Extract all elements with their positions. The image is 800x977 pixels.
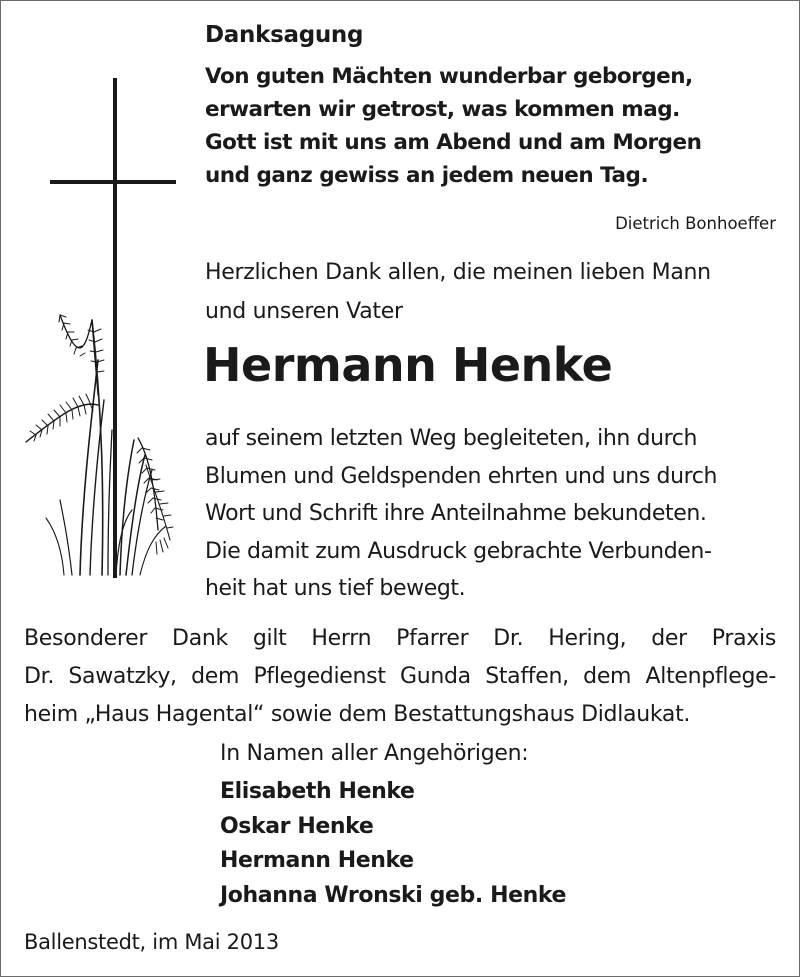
- relative-name: Johanna Wronski geb. Henke: [220, 882, 567, 908]
- body-line: heit hat uns tief bewegt.: [205, 576, 466, 601]
- poem-line: Gott ist mit uns am Abend und am Morgen: [205, 130, 702, 155]
- deceased-name: Hermann Henke: [203, 338, 613, 392]
- poem-line: Von guten Mächten wunderbar geborgen,: [205, 64, 693, 89]
- special-thanks: [24, 620, 776, 734]
- on-behalf-text: In Namen aller Angehörigen:: [220, 741, 529, 766]
- body-line: auf seinem letzten Weg begleiteten, ihn durch: [205, 426, 698, 451]
- intro-line: und unseren Vater: [205, 299, 403, 324]
- body-line: Wort und Schrift ihre Anteilnahme bekundeten.: [205, 501, 707, 526]
- poem-line: erwarten wir getrost, was kommen mag.: [205, 97, 680, 122]
- thanks-line: Besonderer Dank gilt Herrn Pfarrer Dr. Hering, der Praxis: [24, 626, 776, 651]
- relative-name: Elisabeth Henke: [220, 779, 415, 804]
- relatives-names: [220, 775, 566, 913]
- wheat-icon: [26, 315, 173, 575]
- thanks-line: Dr. Sawatzky, dem Pflegedienst Gunda Staffen, dem Altenpflege-: [24, 664, 776, 689]
- relative-name: Oskar Henke: [220, 813, 374, 839]
- cross-icon: [50, 78, 176, 578]
- relative-name: Hermann Henke: [220, 848, 414, 873]
- poem: [205, 60, 701, 192]
- cross-wheat-illustration: [20, 70, 185, 585]
- heading: Danksagung: [205, 22, 364, 48]
- poem-author: Dietrich Bonhoeffer: [615, 214, 776, 233]
- body-text: [205, 420, 717, 608]
- body-line: Die damit zum Ausdruck gebrachte Verbunden-: [205, 538, 712, 564]
- thanks-line: heim „Haus Hagental“ sowie dem Bestattungshaus Didlaukat.: [24, 702, 691, 727]
- intro-line: Herzlichen Dank allen, die meinen lieben Mann: [205, 260, 711, 285]
- place-date: Ballenstedt, im Mai 2013: [24, 930, 279, 954]
- intro-text: [205, 253, 711, 331]
- poem-line: und ganz gewiss an jedem neuen Tag.: [205, 163, 649, 188]
- body-line: Blumen und Geldspenden ehrten und uns durch: [205, 463, 718, 489]
